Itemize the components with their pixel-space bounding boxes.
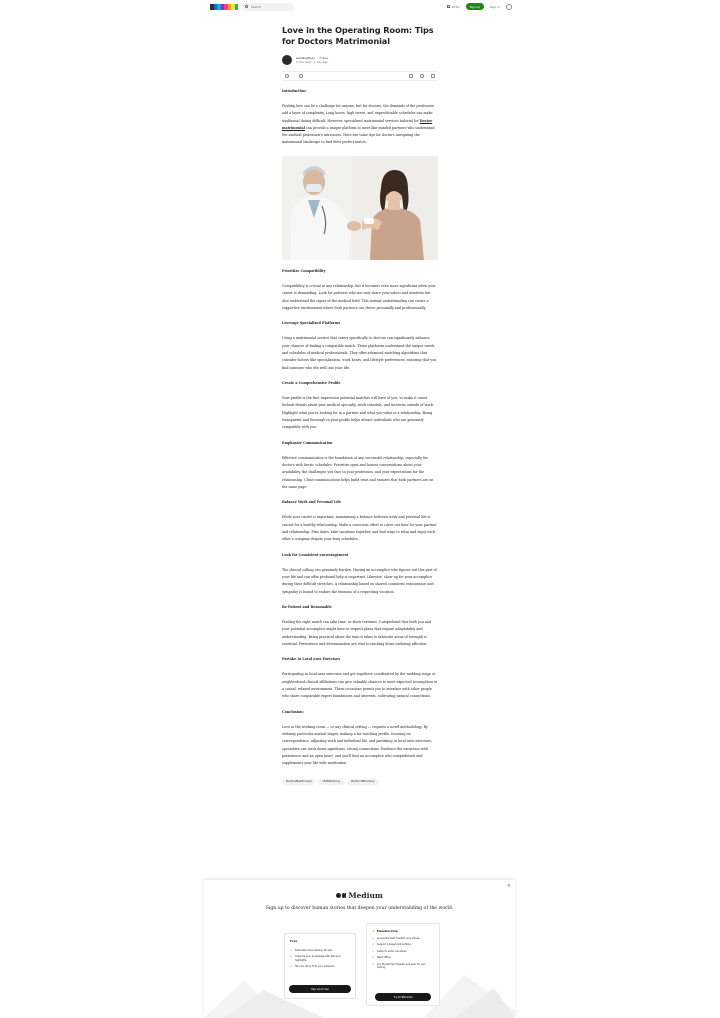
topic-tag[interactable]: OnMatrimony xyxy=(318,779,344,786)
author-avatar[interactable] xyxy=(282,55,292,65)
free-plan-title: Free xyxy=(290,939,298,943)
try-membership-button[interactable]: Try for $5/month xyxy=(375,993,431,1001)
site-logo[interactable] xyxy=(210,4,238,10)
plan-feature: ✓ Join the Partner Program and earn for your writing. xyxy=(372,963,435,970)
share-icon[interactable] xyxy=(431,74,435,78)
spacer xyxy=(282,505,438,514)
write-label: Write xyxy=(451,4,460,9)
medium-logo-icon xyxy=(336,893,346,898)
spacer xyxy=(282,648,438,657)
top-navigation xyxy=(206,0,516,13)
plan-feature: ✓ Support independent authors. xyxy=(372,943,435,946)
section-paragraph: Compatibility is crucial in any relationship, but it becomes even more significant when your career is demanding. Look for partners who not only share your values and interests but also understand the rigors of the medical field. This mutual understanding can create a supportive environment where both partners can thrive personally and professionally. xyxy=(282,283,436,310)
signup-tagline: Sign up to discover human stories that deepen your understanding of the world. xyxy=(265,906,454,911)
spacer xyxy=(282,610,438,619)
article-title: Love in the Operating Room: Tips for Doctors Matrimonial xyxy=(282,25,434,46)
sign-in-link[interactable]: Sign in xyxy=(489,4,500,9)
close-icon[interactable]: × xyxy=(506,883,511,889)
spacer xyxy=(282,386,438,395)
section-paragraph: Effective communication is the foundation of any successful relationship, especially for doctors with hectic schedules. Prioritize open and honest conversations about your availability, the challenges you face in your profession, and your expectations for the relationship. Clear communication helps build trust and ensures that both partners are on the same page. xyxy=(282,455,434,489)
plan-feature: ✓ Access the best member-only stories. xyxy=(372,937,435,940)
search-input[interactable] xyxy=(242,3,294,11)
section-paragraph: While your career is important, maintaining a balance between work and personal life is crucial for a healthy relationship. Make a conscious effort to carve out time for your partner and relationship. Plan dates, take vacations together, and find ways to relax and enjoy each other's company despite your busy schedules. xyxy=(282,515,437,542)
author-name[interactable]: weddingfindy xyxy=(296,55,315,60)
plan-feature: ✓ Tell your story. Find your audience. xyxy=(290,965,351,968)
spacer xyxy=(282,558,438,567)
section-heading: Look for Consistent encouragement xyxy=(282,552,349,557)
plan-feature: ✓ Distraction-free reading. No ads. xyxy=(290,949,351,952)
background-shapes xyxy=(204,880,515,1018)
spacer xyxy=(282,596,438,605)
spacer xyxy=(282,326,438,335)
spacer xyxy=(282,662,438,671)
plan-feature: ✓ Read offline. xyxy=(372,956,435,959)
article xyxy=(282,25,438,785)
topic-tag[interactable]: Doctor Matrimony xyxy=(347,779,378,786)
spacer xyxy=(282,715,438,724)
section-paragraph: Participating in local area exercises and get-togethers coordinated by the wedding stage or neighborhood clinical affiliations can give valuable chances to meet expected accomplices in a casual, relaxed environment. These occasions permit you to interface with other people who share comparable expert foundations and interests, cultivating natural connections. xyxy=(282,672,438,699)
byline-text xyxy=(296,56,328,65)
sign-up-free-button[interactable]: Sign up for free xyxy=(289,985,351,993)
membership-plan-card xyxy=(366,923,440,1006)
clap-icon[interactable] xyxy=(285,74,289,78)
read-time: 3 min read xyxy=(296,60,312,64)
signup-modal xyxy=(204,880,515,1018)
section-heading: Partake in Local area Exercises xyxy=(282,657,340,662)
section-paragraph: Love in the working room — or any clinical setting — requires a novel methodology. By utilizing particular marital stages, making a far reaching profile, focusing on correspondence, adjusting work and individual life, and partaking in local area exercises, specialists can track down significant, strong connections. Embrace the excursion with persistence and an open heart, and you'll find an accomplice who comprehends and supplements your life with medication. xyxy=(282,724,432,766)
free-plan-card xyxy=(284,933,356,999)
logo-stripe xyxy=(235,4,239,10)
spacer xyxy=(282,260,438,269)
intro-text-1: Finding love can be a challenge for anyone, but for doctors, the demands of the profession add a layer of complexity. Long hours, high stress, and unpredictable schedules can make traditional dating difficult. However, specialized matrimonial services tailored for xyxy=(282,104,434,123)
membership-plan-features xyxy=(372,937,435,972)
spacer xyxy=(282,701,438,710)
nav-actions xyxy=(447,3,516,10)
byline-dot: · xyxy=(315,55,318,60)
topic-tag[interactable]: DoctorsMatrimonial xyxy=(282,779,315,786)
section-heading: Prioritize Compatibility xyxy=(282,268,326,273)
spacer xyxy=(282,432,438,441)
intro-paragraph xyxy=(282,103,438,147)
spacer xyxy=(282,274,438,283)
spacer xyxy=(282,446,438,455)
free-plan-features xyxy=(290,949,351,972)
write-icon xyxy=(447,5,450,8)
sign-up-button[interactable]: Sign up xyxy=(466,3,484,10)
plan-feature: ✓ Listen to audio narrations. xyxy=(372,950,435,953)
doctor-patient-illustration xyxy=(282,156,438,260)
comment-icon[interactable] xyxy=(299,74,303,78)
article-actions-bar xyxy=(282,71,438,81)
spacer xyxy=(282,544,438,553)
intro-text-2: can provide a unique platform to meet like-minded partners who understand the medical profession's intricacies. Here are some tips for doctors navigating the matrimonial landscape to find their perfect match. xyxy=(282,125,435,145)
star-icon: ★ xyxy=(372,929,375,933)
section-heading: Introduction: xyxy=(282,89,307,93)
spacer xyxy=(282,94,438,103)
section-paragraph: Finding the right match can take time, so show restraint. Comprehend that both you and your potential accomplice might have to request plans that require adaptability and understanding. Being practical about the time it takes to fabricate areas of strength is essential. Persistence and determination are vital to tracking down enduring affection. xyxy=(282,620,432,646)
follow-button[interactable]: Follow xyxy=(319,55,329,60)
play-icon[interactable] xyxy=(420,74,424,78)
hero-image xyxy=(282,156,438,260)
medium-wordmark: Medium xyxy=(348,891,383,900)
bookmark-icon[interactable] xyxy=(409,74,413,78)
tag-list xyxy=(282,779,438,786)
actions-right xyxy=(402,74,435,78)
article-sections xyxy=(282,269,438,768)
section-heading: Leverage Specialized Platforms xyxy=(282,321,341,326)
user-avatar-icon[interactable] xyxy=(506,4,512,10)
section-heading: Create a Comprehensive Profile xyxy=(282,381,341,386)
plan-feature: ✓ Organize your knowledge with lists and highlights. xyxy=(290,955,351,962)
membership-plan-title xyxy=(372,929,398,933)
article-body xyxy=(282,89,438,768)
doctor-matrimonial-link[interactable]: Doctor matrimonial xyxy=(282,118,433,130)
spacer xyxy=(282,312,438,321)
spacer xyxy=(282,372,438,381)
write-link[interactable] xyxy=(447,5,460,9)
search-placeholder: Search xyxy=(251,4,262,9)
byline xyxy=(282,55,438,65)
section-heading: Balance Work and Personal Life xyxy=(282,500,342,505)
membership-title-label: Membership xyxy=(376,929,398,933)
spacer xyxy=(282,491,438,500)
section-heading: Emphasize Communication xyxy=(282,440,333,445)
medium-logo xyxy=(204,891,515,900)
search-icon xyxy=(245,5,248,8)
meta-dot: · xyxy=(312,60,314,64)
section-paragraph: The clinical calling can genuinely burden. Having an accomplice who figures out this part of your life and can offer profound help is important. Likewise, show up for your accomplice during their difficult stretches. A relationship based on shared consistent reassurance and sympathy is bound to endure the tensions of a requesting vocation. xyxy=(282,567,437,594)
published-date: 1 day ago xyxy=(313,60,328,64)
section-paragraph: Your profile is the first impression potential matches will have of you, so make it count. Include details about your medical specialty, work schedule, and interests outside of work. Highlight what you're looking for in a partner and what you value in a relationship. Being transparent and thorough in your profile helps attract individuals who are genuinely compatible with you. xyxy=(282,396,434,430)
section-heading: Be Patient and Reasonable xyxy=(282,605,332,610)
section-heading: Conclusion: xyxy=(282,709,304,714)
section-paragraph: Using a matrimonial service that caters specifically to doctors can significantly enhance your chances of finding a compatible match. These platforms understand the unique needs and schedules of medical professionals. They offer advanced matching algorithms that consider factors like specialization, work hours, and lifestyle preferences, ensuring that you find someone who fits well into your life. xyxy=(282,336,437,370)
